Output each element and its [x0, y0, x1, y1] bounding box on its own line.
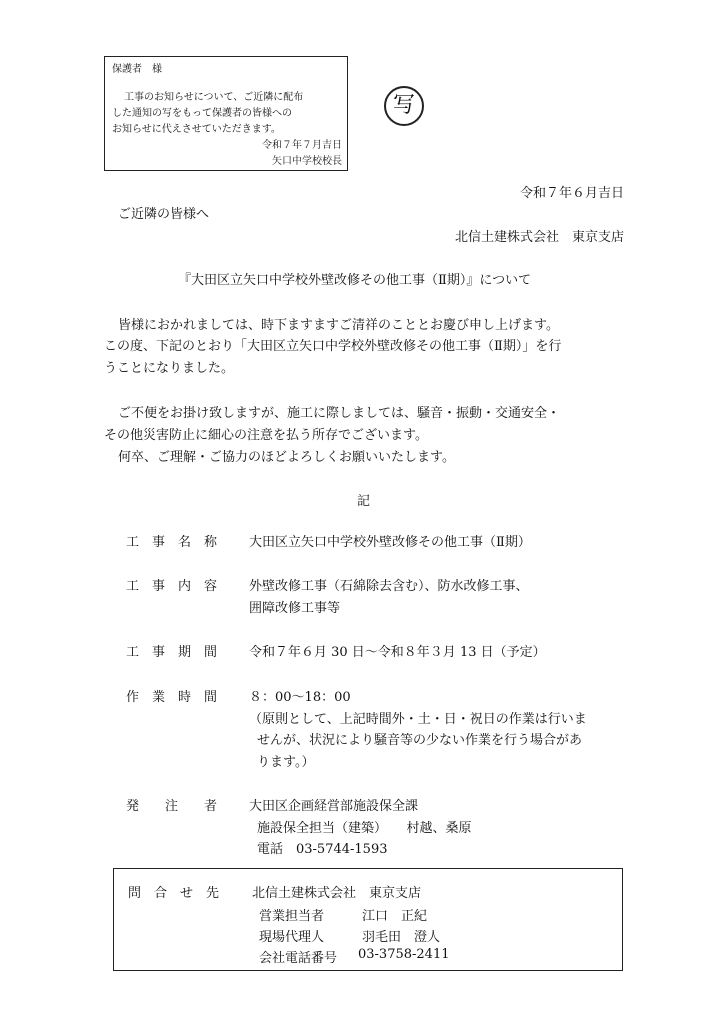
document-title: 『大田区立矢口中学校外壁改修その他工事（Ⅱ期）』について	[178, 273, 532, 288]
contact-company: 北信土建株式会社 東京支店	[252, 886, 422, 901]
issue-date: 令和７年６月吉日	[519, 186, 624, 201]
contact-phone-role: 会社電話番号	[259, 951, 338, 966]
notice-date: 令和７年７月吉日	[262, 140, 342, 151]
construction-name-label: 工 事 名 称	[126, 535, 218, 550]
work-hours-note-2: せんが、状況により騒音等の少ない作業を行う場合があ	[257, 733, 583, 748]
copy-stamp-icon	[384, 86, 424, 126]
notice-line-2: した通知の写をもって保護者の皆様への	[112, 108, 292, 119]
contact-label: 問 合 せ 先	[128, 886, 220, 901]
body-p1-line2: この度、下記のとおり「大田区立矢口中学校外壁改修その他工事（Ⅱ期）」を行	[104, 339, 562, 354]
body-p2-line1: ご不便をお掛け致しますが、施工に際しましては、騒音・振動・交通安全・	[118, 406, 561, 421]
stamp-char: 写	[392, 93, 415, 118]
work-hours-note-1: （原則として、上記時間外・土・日・祝日の作業は行いま	[249, 712, 587, 727]
contact-sales-name: 江口 正紀	[362, 909, 428, 924]
contact-site-name: 羽毛田 澄人	[362, 930, 441, 945]
orderer-value-2: 施設保全担当（建築） 村越、桑原	[257, 821, 472, 836]
construction-period-label: 工 事 期 間	[126, 645, 218, 660]
work-hours-label: 作 業 時 間	[126, 690, 218, 705]
construction-content-label: 工 事 内 容	[126, 579, 218, 594]
orderer-label: 発 注 者	[126, 799, 218, 814]
company-name: 北信土建株式会社 東京支店	[454, 230, 624, 245]
body-p1-line3: うことになりました。	[104, 361, 235, 376]
recipient: ご近隣の皆様へ	[118, 207, 210, 222]
notice-addressee: 保護者 様	[112, 64, 162, 75]
construction-name-value: 大田区立矢口中学校外壁改修その他工事（Ⅱ期）	[249, 535, 531, 550]
construction-content-value-1: 外壁改修工事（石綿除去含む）、防水改修工事、	[249, 579, 529, 594]
body-p2-line3: 何卒、ご理解・ご協力のほどよろしくお願いいたします。	[118, 450, 455, 465]
contact-phone: 03-3758-2411	[358, 947, 450, 962]
notice-line-1: 工事のお知らせについて、ご近隣に配布	[124, 92, 304, 103]
work-hours-note-3: ります。）	[257, 755, 315, 770]
notice-line-3: お知らせに代えさせていただきます。	[112, 124, 281, 135]
orderer-value-3: 電話 03-5744-1593	[257, 842, 388, 857]
contact-sales-role: 営業担当者	[259, 909, 325, 924]
work-hours-value: ８：00～18：00	[249, 690, 351, 705]
notice-sender: 矢口中学校校長	[272, 156, 342, 167]
construction-content-value-2: 囲障改修工事等	[249, 601, 341, 616]
body-p1-line1: 皆様におかれましては、時下ますますご清祥のこととお慶び申し上げます。	[118, 318, 559, 333]
orderer-value-1: 大田区企画経営部施設保全課	[249, 799, 419, 814]
body-p2-line2: その他災害防止に細心の注意を払う所存でございます。	[104, 428, 428, 443]
construction-period-value: 令和７年６月 30 日～令和８年３月 13 日（予定）	[249, 645, 546, 660]
contact-site-role: 現場代理人	[259, 930, 325, 945]
ki-heading: 記	[357, 494, 371, 509]
